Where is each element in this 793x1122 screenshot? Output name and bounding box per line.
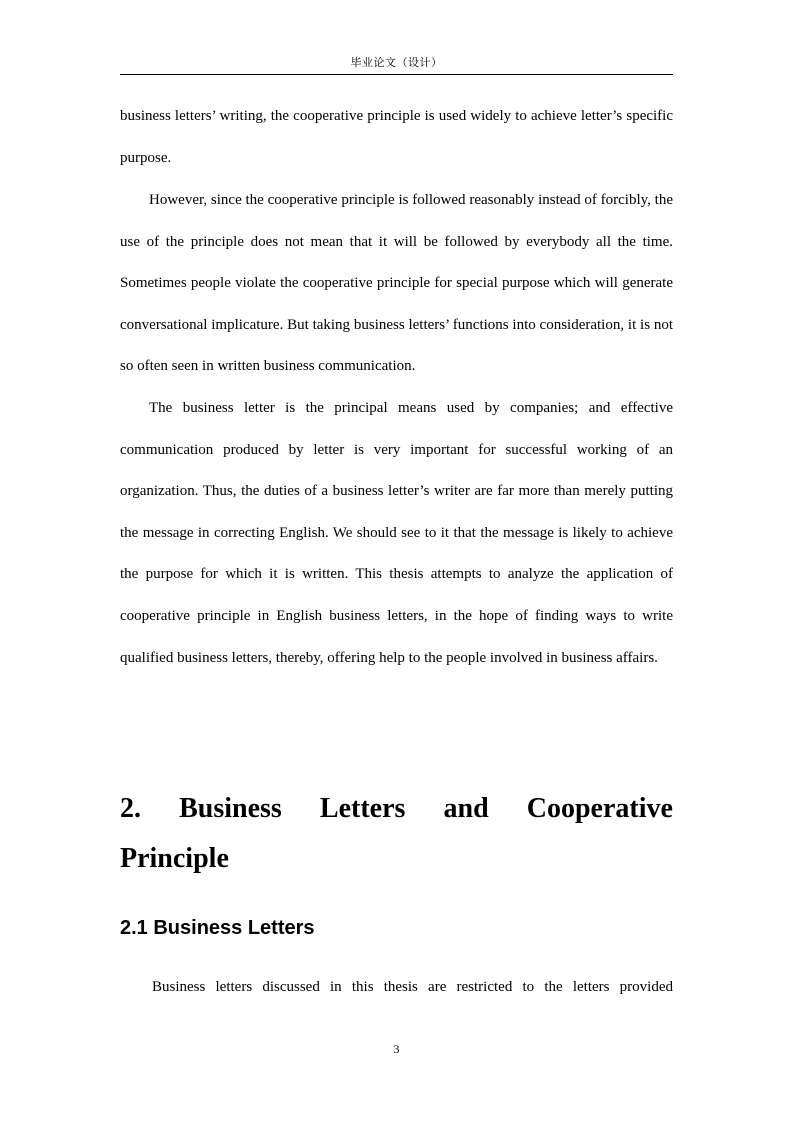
header-title: 毕业论文（设计） — [350, 56, 443, 69]
section-word: Letters — [319, 793, 406, 824]
section-word: Principle — [120, 843, 229, 874]
section-word: Business — [179, 793, 282, 824]
section-heading — [120, 784, 673, 884]
page-header — [120, 54, 673, 75]
paragraph-business-letters-scope: Business letters discussed in this thesis are restricted to the letters provided — [152, 979, 673, 995]
subsection-heading: 2.1 Business Letters — [120, 917, 315, 939]
page-number: 3 — [393, 1042, 400, 1056]
paragraph-cooperative-principle-violation: However, since the cooperative principle is followed reasonably instead of forcibly, the use of the principle does not mean that it will be followed by everybody all the time. Sometimes people violate the cooperative principle for special purpose which will generate conversational implicature. But taking business letters’ functions into consideration, it is not so often seen in written business communication. — [120, 192, 673, 375]
section-word: Cooperative — [526, 793, 673, 824]
section-word: and — [443, 793, 489, 824]
section-number: 2. — [120, 793, 141, 824]
section-heading-line — [120, 784, 673, 834]
paragraph-continuation: business letters’ writing, the cooperative principle is used widely to achieve letter’s specific purpose. — [120, 108, 673, 166]
section-heading-line — [120, 834, 673, 884]
paragraph-thesis-purpose: The business letter is the principal means used by companies; and effective communication produced by letter is very important for successful working of an organization. Thus, the duties of a business letter’s writer are far more than merely putting the message in correcting English. We should see to it that the message is likely to achieve the purpose for which it is written. This thesis attempts to analyze the application of cooperative principle in English business letters, in the hope of finding ways to write qualified business letters, thereby, offering help to the people involved in business affairs. — [120, 400, 673, 666]
